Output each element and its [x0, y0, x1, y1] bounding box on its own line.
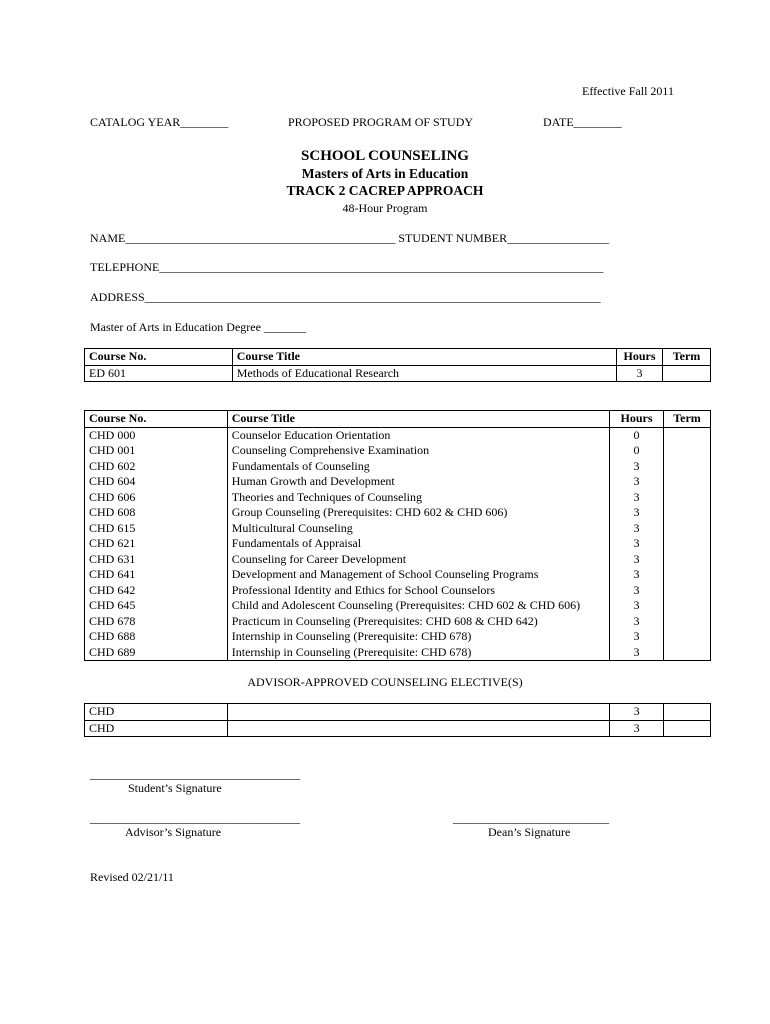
course-no: CHD 604 — [85, 474, 228, 490]
table-row — [85, 536, 711, 552]
table-header-row — [85, 349, 711, 366]
table-row — [85, 552, 711, 568]
table-row — [85, 614, 711, 630]
term-cell[interactable] — [664, 598, 711, 614]
counseling-course-table — [84, 410, 711, 661]
course-no: CHD 602 — [85, 459, 228, 475]
course-hours: 3 — [610, 459, 664, 475]
course-no: CHD 641 — [85, 567, 228, 583]
course-title: Counseling Comprehensive Examination — [227, 443, 609, 459]
course-hours: 3 — [610, 474, 664, 490]
course-hours: 3 — [610, 567, 664, 583]
course-hours: 3 — [610, 552, 664, 568]
course-title[interactable] — [227, 720, 609, 737]
course-no: CHD 688 — [85, 629, 228, 645]
col-header-term: Term — [663, 349, 711, 366]
course-title: Theories and Techniques of Counseling — [227, 490, 609, 506]
term-cell[interactable] — [664, 427, 711, 443]
course-title: Internship in Counseling (Prerequisite: CHD 678) — [227, 645, 609, 661]
course-hours: 0 — [610, 443, 664, 459]
course-no: CHD — [85, 720, 228, 737]
course-title: Group Counseling (Prerequisites: CHD 602 & CHD 606) — [227, 505, 609, 521]
effective-date-label: Effective Fall 2011 — [582, 84, 674, 98]
course-hours: 3 — [610, 505, 664, 521]
table-row — [85, 598, 711, 614]
course-hours: 3 — [617, 365, 663, 382]
course-hours: 3 — [610, 583, 664, 599]
col-header-course-title: Course Title — [227, 411, 609, 428]
required-course-table — [84, 348, 711, 382]
course-title: Professional Identity and Ethics for School Counselors — [227, 583, 609, 599]
name-field[interactable]: NAME_____________________________________________ STUDENT NUMBER_________________ — [90, 231, 610, 245]
course-no: ED 601 — [85, 365, 233, 382]
course-hours: 3 — [610, 521, 664, 537]
term-cell[interactable] — [664, 552, 711, 568]
page-title: SCHOOL COUNSELING — [301, 148, 469, 164]
catalog-year-field[interactable]: CATALOG YEAR________ — [90, 115, 229, 129]
advisor-signature-label: Advisor’s Signature — [125, 825, 222, 839]
course-title: Internship in Counseling (Prerequisite: CHD 678) — [227, 629, 609, 645]
term-cell[interactable] — [664, 443, 711, 459]
course-hours: 3 — [610, 720, 664, 737]
col-header-hours: Hours — [610, 411, 664, 428]
term-cell[interactable] — [664, 704, 711, 721]
table-header-row — [85, 411, 711, 428]
address-field[interactable]: ADDRESS____________________________________________________________________________ — [90, 290, 601, 304]
revised-date: Revised 02/21/11 — [90, 870, 174, 884]
term-cell[interactable] — [664, 474, 711, 490]
table-row — [85, 505, 711, 521]
course-hours: 0 — [610, 427, 664, 443]
student-signature-line[interactable]: ___________________________________ — [90, 767, 300, 781]
table-row — [85, 443, 711, 459]
proposed-program-label: PROPOSED PROGRAM OF STUDY — [288, 115, 474, 129]
term-cell[interactable] — [664, 614, 711, 630]
course-no: CHD 678 — [85, 614, 228, 630]
course-no: CHD 645 — [85, 598, 228, 614]
student-signature-label: Student’s Signature — [128, 781, 222, 795]
course-hours: 3 — [610, 614, 664, 630]
table-row — [85, 645, 711, 661]
course-hours: 3 — [610, 598, 664, 614]
elective-table — [84, 703, 711, 737]
course-title[interactable] — [227, 704, 609, 721]
table-row — [85, 583, 711, 599]
term-cell[interactable] — [664, 567, 711, 583]
col-header-course-title: Course Title — [232, 349, 616, 366]
course-no: CHD 621 — [85, 536, 228, 552]
term-cell[interactable] — [664, 629, 711, 645]
table-row — [85, 704, 711, 721]
advisor-signature-line[interactable]: ___________________________________ — [90, 811, 300, 825]
course-hours: 3 — [610, 490, 664, 506]
term-cell[interactable] — [664, 645, 711, 661]
table-row — [85, 474, 711, 490]
course-no: CHD — [85, 704, 228, 721]
table-row — [85, 521, 711, 537]
col-header-hours: Hours — [617, 349, 663, 366]
course-title: Development and Management of School Counseling Programs — [227, 567, 609, 583]
program-subtitle: 48-Hour Program — [342, 201, 428, 215]
course-title: Practicum in Counseling (Prerequisites: CHD 608 & CHD 642) — [227, 614, 609, 630]
col-header-course-no: Course No. — [85, 411, 228, 428]
course-title: Counselor Education Orientation — [227, 427, 609, 443]
table-row — [85, 629, 711, 645]
course-no: CHD 642 — [85, 583, 228, 599]
dean-signature-line[interactable]: __________________________ — [453, 811, 609, 825]
course-no: CHD 689 — [85, 645, 228, 661]
table-row — [85, 365, 711, 382]
course-no: CHD 606 — [85, 490, 228, 506]
table-row — [85, 720, 711, 737]
term-cell[interactable] — [664, 521, 711, 537]
course-no: CHD 608 — [85, 505, 228, 521]
course-hours: 3 — [610, 536, 664, 552]
term-cell[interactable] — [663, 365, 711, 382]
col-header-course-no: Course No. — [85, 349, 233, 366]
course-no: CHD 000 — [85, 427, 228, 443]
table-row — [85, 490, 711, 506]
term-cell[interactable] — [664, 490, 711, 506]
date-field[interactable]: DATE________ — [543, 115, 622, 129]
course-title: Multicultural Counseling — [227, 521, 609, 537]
course-title: Methods of Educational Research — [232, 365, 616, 382]
term-cell[interactable] — [664, 583, 711, 599]
track-title: TRACK 2 CACREP APPROACH — [286, 183, 484, 198]
course-title: Fundamentals of Appraisal — [227, 536, 609, 552]
course-hours: 3 — [610, 629, 664, 645]
course-hours: 3 — [610, 704, 664, 721]
telephone-field[interactable]: TELEPHONE__________________________________________________________________________ — [90, 260, 604, 274]
degree-title: Masters of Arts in Education — [301, 166, 469, 181]
dean-signature-label: Dean’s Signature — [488, 825, 571, 839]
course-hours: 3 — [610, 645, 664, 661]
course-no: CHD 615 — [85, 521, 228, 537]
table-row — [85, 427, 711, 443]
elective-heading: ADVISOR-APPROVED COUNSELING ELECTIVE(S) — [247, 675, 523, 689]
course-no: CHD 001 — [85, 443, 228, 459]
term-cell[interactable] — [664, 536, 711, 552]
table-row — [85, 567, 711, 583]
col-header-term: Term — [664, 411, 711, 428]
course-title: Child and Adolescent Counseling (Prerequisites: CHD 602 & CHD 606) — [227, 598, 609, 614]
course-title: Fundamentals of Counseling — [227, 459, 609, 475]
term-cell[interactable] — [664, 720, 711, 737]
table-row — [85, 459, 711, 475]
degree-field[interactable]: Master of Arts in Education Degree _______ — [90, 320, 306, 334]
term-cell[interactable] — [664, 459, 711, 475]
course-title: Counseling for Career Development — [227, 552, 609, 568]
course-title: Human Growth and Development — [227, 474, 609, 490]
course-no: CHD 631 — [85, 552, 228, 568]
term-cell[interactable] — [664, 505, 711, 521]
